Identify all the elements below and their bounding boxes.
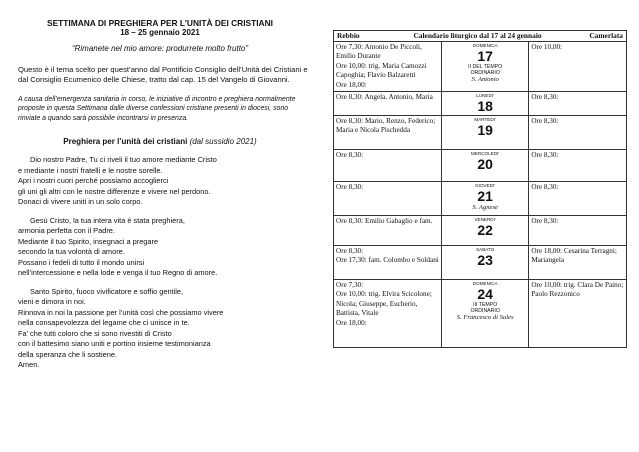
mass-entry: Ore 8,30: (336, 183, 364, 192)
camerlata-masses (529, 116, 627, 150)
prayer-heading (10, 137, 310, 147)
prayer-line: gli uni gli altri con le nostre differenze e vivere nel perdono. (18, 186, 211, 196)
prayer-line: vieni e dimora in noi. (18, 297, 86, 307)
saint-of-day: S. Antonio (471, 76, 499, 83)
prayer-line: Gesù Cristo, la tua intera vita è stata preghiera, (30, 215, 185, 225)
rebbio-masses (334, 42, 442, 92)
intro-paragraph: Questo è il tema scelto per quest’anno dal Pontificio Consiglio dell’Unità dei Cristiani e dal Consiglio Ecumenico delle Chiese, tratto dal cap. 15 del Vangelo di Giovanni. (18, 65, 308, 84)
mass-entry: Ore 10,00: (531, 43, 563, 51)
prayer-title: Preghiera per l’unità dei cristiani (63, 137, 188, 147)
weekday-label: DOMENICA (472, 281, 498, 287)
day-cell (442, 280, 529, 348)
camerlata-masses (529, 42, 627, 92)
calendar-row (334, 280, 627, 348)
rebbio-masses (334, 246, 442, 280)
weekday-label: GIOVEDI’ (475, 183, 496, 189)
day-cell (442, 116, 529, 150)
prayer-stanza (10, 287, 310, 371)
day-number: 21 (477, 188, 493, 205)
day-number: 23 (477, 252, 493, 269)
rebbio-masses (334, 182, 442, 216)
calendar-header (334, 31, 627, 42)
liturgical-calendar (333, 30, 627, 348)
mass-entry: Ore 8,30: Mario, Renzo, Federico; Maria e Nicola Pischedda (336, 117, 436, 135)
day-cell (442, 92, 529, 116)
mass-entry: Ore 18,00: (336, 318, 367, 327)
mass-entry: Ore 8,30: (531, 217, 559, 226)
prayer-source: (dal sussidio 2021) (189, 137, 257, 147)
prayer-line: armonia perfetta con il Padre. (18, 226, 115, 236)
camerlata-masses (529, 216, 627, 246)
health-notice: A causa dell’emergenza sanitaria in corso, le iniziative di incontro e preghiera normalmente proposte in questa Settimana dalle diverse confessioni cristiane presenti in diocesi, sono rinviate a quando sarà possibile incontrarsi in presenza. (18, 96, 296, 122)
prayer-line: secondo la tua volontà di amore. (18, 247, 125, 257)
prayer-line: Donaci di vivere uniti in un solo corpo. (18, 197, 143, 207)
calendar-row (334, 216, 627, 246)
theme-motto: “Rimanete nel mio amore: produrrete molto frutto” (71, 44, 249, 53)
rebbio-masses (334, 280, 442, 348)
camerlata-masses (529, 182, 627, 216)
calendar-row (334, 42, 627, 92)
mass-entry: Ore 10,00: trig. Maria Camozzi Capoghia; Flavio Balzaretti (336, 61, 427, 80)
mass-entry: Ore 17,30: fam. Colombo e Soldani (336, 256, 439, 265)
mass-entry: Ore 10,00: trig. Clara De Paino; Paolo Rezzonico (531, 281, 624, 299)
calendar-table (333, 30, 627, 348)
camerlata-masses (529, 150, 627, 182)
prayer-line: nella consapevolezza del legame che ci unisce in te. (18, 318, 190, 328)
liturgy-label: ORDINARIO (470, 308, 500, 315)
day-number: 17 (477, 48, 493, 64)
mass-entry: Ore 8,30: Emilio Gabaglio e fam. (336, 217, 433, 226)
prayer-line: Fa’ che tutti coloro che si sono rivestiti di Cristo (18, 328, 172, 338)
weekday-label: MARTEDI’ (474, 117, 496, 123)
calendar-row (334, 246, 627, 280)
mass-entry: Ore 8,30: (531, 93, 559, 102)
prayer-line: della speranza che li sostiene. (18, 349, 118, 359)
prayer-text (10, 155, 310, 371)
document-title: SETTIMANA DI PREGHIERA PER L’UNITÀ DEI CRISTIANI (47, 18, 273, 28)
prayer-line: Possano i fedeli di tutto il mondo unirsi (18, 257, 145, 267)
prayer-line: Santo Spirito, fuoco vivificatore e soffio gentile, (30, 286, 184, 296)
mass-entry: Ore 18,00: Cesarina Terragni; Mariangela (531, 247, 617, 265)
weekday-label: LUNEDI’ (476, 93, 495, 99)
prayer-line: nell’intercessione e nella lode e venga il tuo Regno di amore. (18, 268, 218, 278)
header-calendar-title: Calendario liturgico dal 17 al 24 gennaio (413, 31, 542, 40)
mass-entry: Ore 8,30: Angela, Antonio, Maria (336, 93, 433, 102)
liturgy-label: III TEMPO (473, 302, 498, 309)
rebbio-masses (334, 92, 442, 116)
day-number: 20 (477, 156, 493, 173)
left-panel (10, 18, 310, 371)
day-cell (442, 246, 529, 280)
day-number: 19 (477, 122, 493, 139)
mass-entry: Ore 8,30: (531, 151, 559, 160)
camerlata-masses (529, 246, 627, 280)
day-number: 24 (477, 286, 493, 303)
prayer-stanza (10, 216, 310, 279)
mass-entry: Ore 18,00: (336, 80, 367, 89)
mass-entry: Ore 8,30: (531, 117, 559, 126)
calendar-row (334, 182, 627, 216)
liturgy-label: ORDINARIO (470, 70, 500, 76)
day-number: 18 (477, 98, 493, 115)
weekday-label: MERCOLEDI’ (471, 151, 500, 157)
weekday-label: VENERDI’ (474, 217, 496, 223)
day-number: 22 (477, 222, 493, 239)
header-camerlata: Camerlata (589, 31, 623, 40)
prayer-line: Amen. (18, 360, 40, 370)
prayer-line: con il battesimo siano uniti e portino insieme testimonianza (18, 339, 211, 349)
mass-entry: Ore 8,30: (336, 151, 364, 160)
prayer-stanza (10, 155, 310, 208)
prayer-line: Rinnova in noi la passione per l’unità così che possiamo vivere (18, 307, 224, 317)
rebbio-masses (334, 216, 442, 246)
mass-entry: Ore 10,00: trig. Elvira Scicolone; Nicola; Giuseppe, Eucherio, Battista, Vitale (336, 290, 432, 318)
prayer-line: Dio nostro Padre, Tu ci riveli il tuo amore mediante Cristo (30, 155, 217, 165)
rebbio-masses (334, 150, 442, 182)
document-dates: 18 – 25 gennaio 2021 (120, 28, 200, 37)
calendar-row (334, 150, 627, 182)
mass-entry: Ore 7,30: (336, 281, 364, 290)
saint-of-day: S. Francesco di Sales (456, 314, 514, 322)
mass-entry: Ore 7,30: Antonio De Piccoli, Emilio Durante (336, 43, 422, 61)
calendar-row (334, 92, 627, 116)
calendar-row (334, 116, 627, 150)
prayer-line: e mediante i nostri fratelli e le nostre sorelle. (18, 165, 163, 175)
day-cell (442, 216, 529, 246)
day-cell (442, 42, 529, 92)
liturgy-label: II DEL TEMPO (468, 64, 503, 70)
prayer-line: Apri i nostri cuori perché possiamo accoglierci (18, 176, 169, 186)
camerlata-masses (529, 280, 627, 348)
mass-entry: Ore 8,30: (531, 183, 559, 192)
rebbio-masses (334, 116, 442, 150)
header-rebbio: Rebbio (337, 31, 360, 40)
prayer-line: Mediante il tuo Spirito, insegnaci a pregare (18, 236, 159, 246)
weekday-label: SABATO (476, 247, 495, 253)
day-cell (442, 182, 529, 216)
day-cell (442, 150, 529, 182)
weekday-label: DOMENICA (472, 43, 498, 48)
saint-of-day: S. Agnese (472, 204, 498, 212)
mass-entry: Ore 8,30: (336, 247, 364, 256)
camerlata-masses (529, 92, 627, 116)
